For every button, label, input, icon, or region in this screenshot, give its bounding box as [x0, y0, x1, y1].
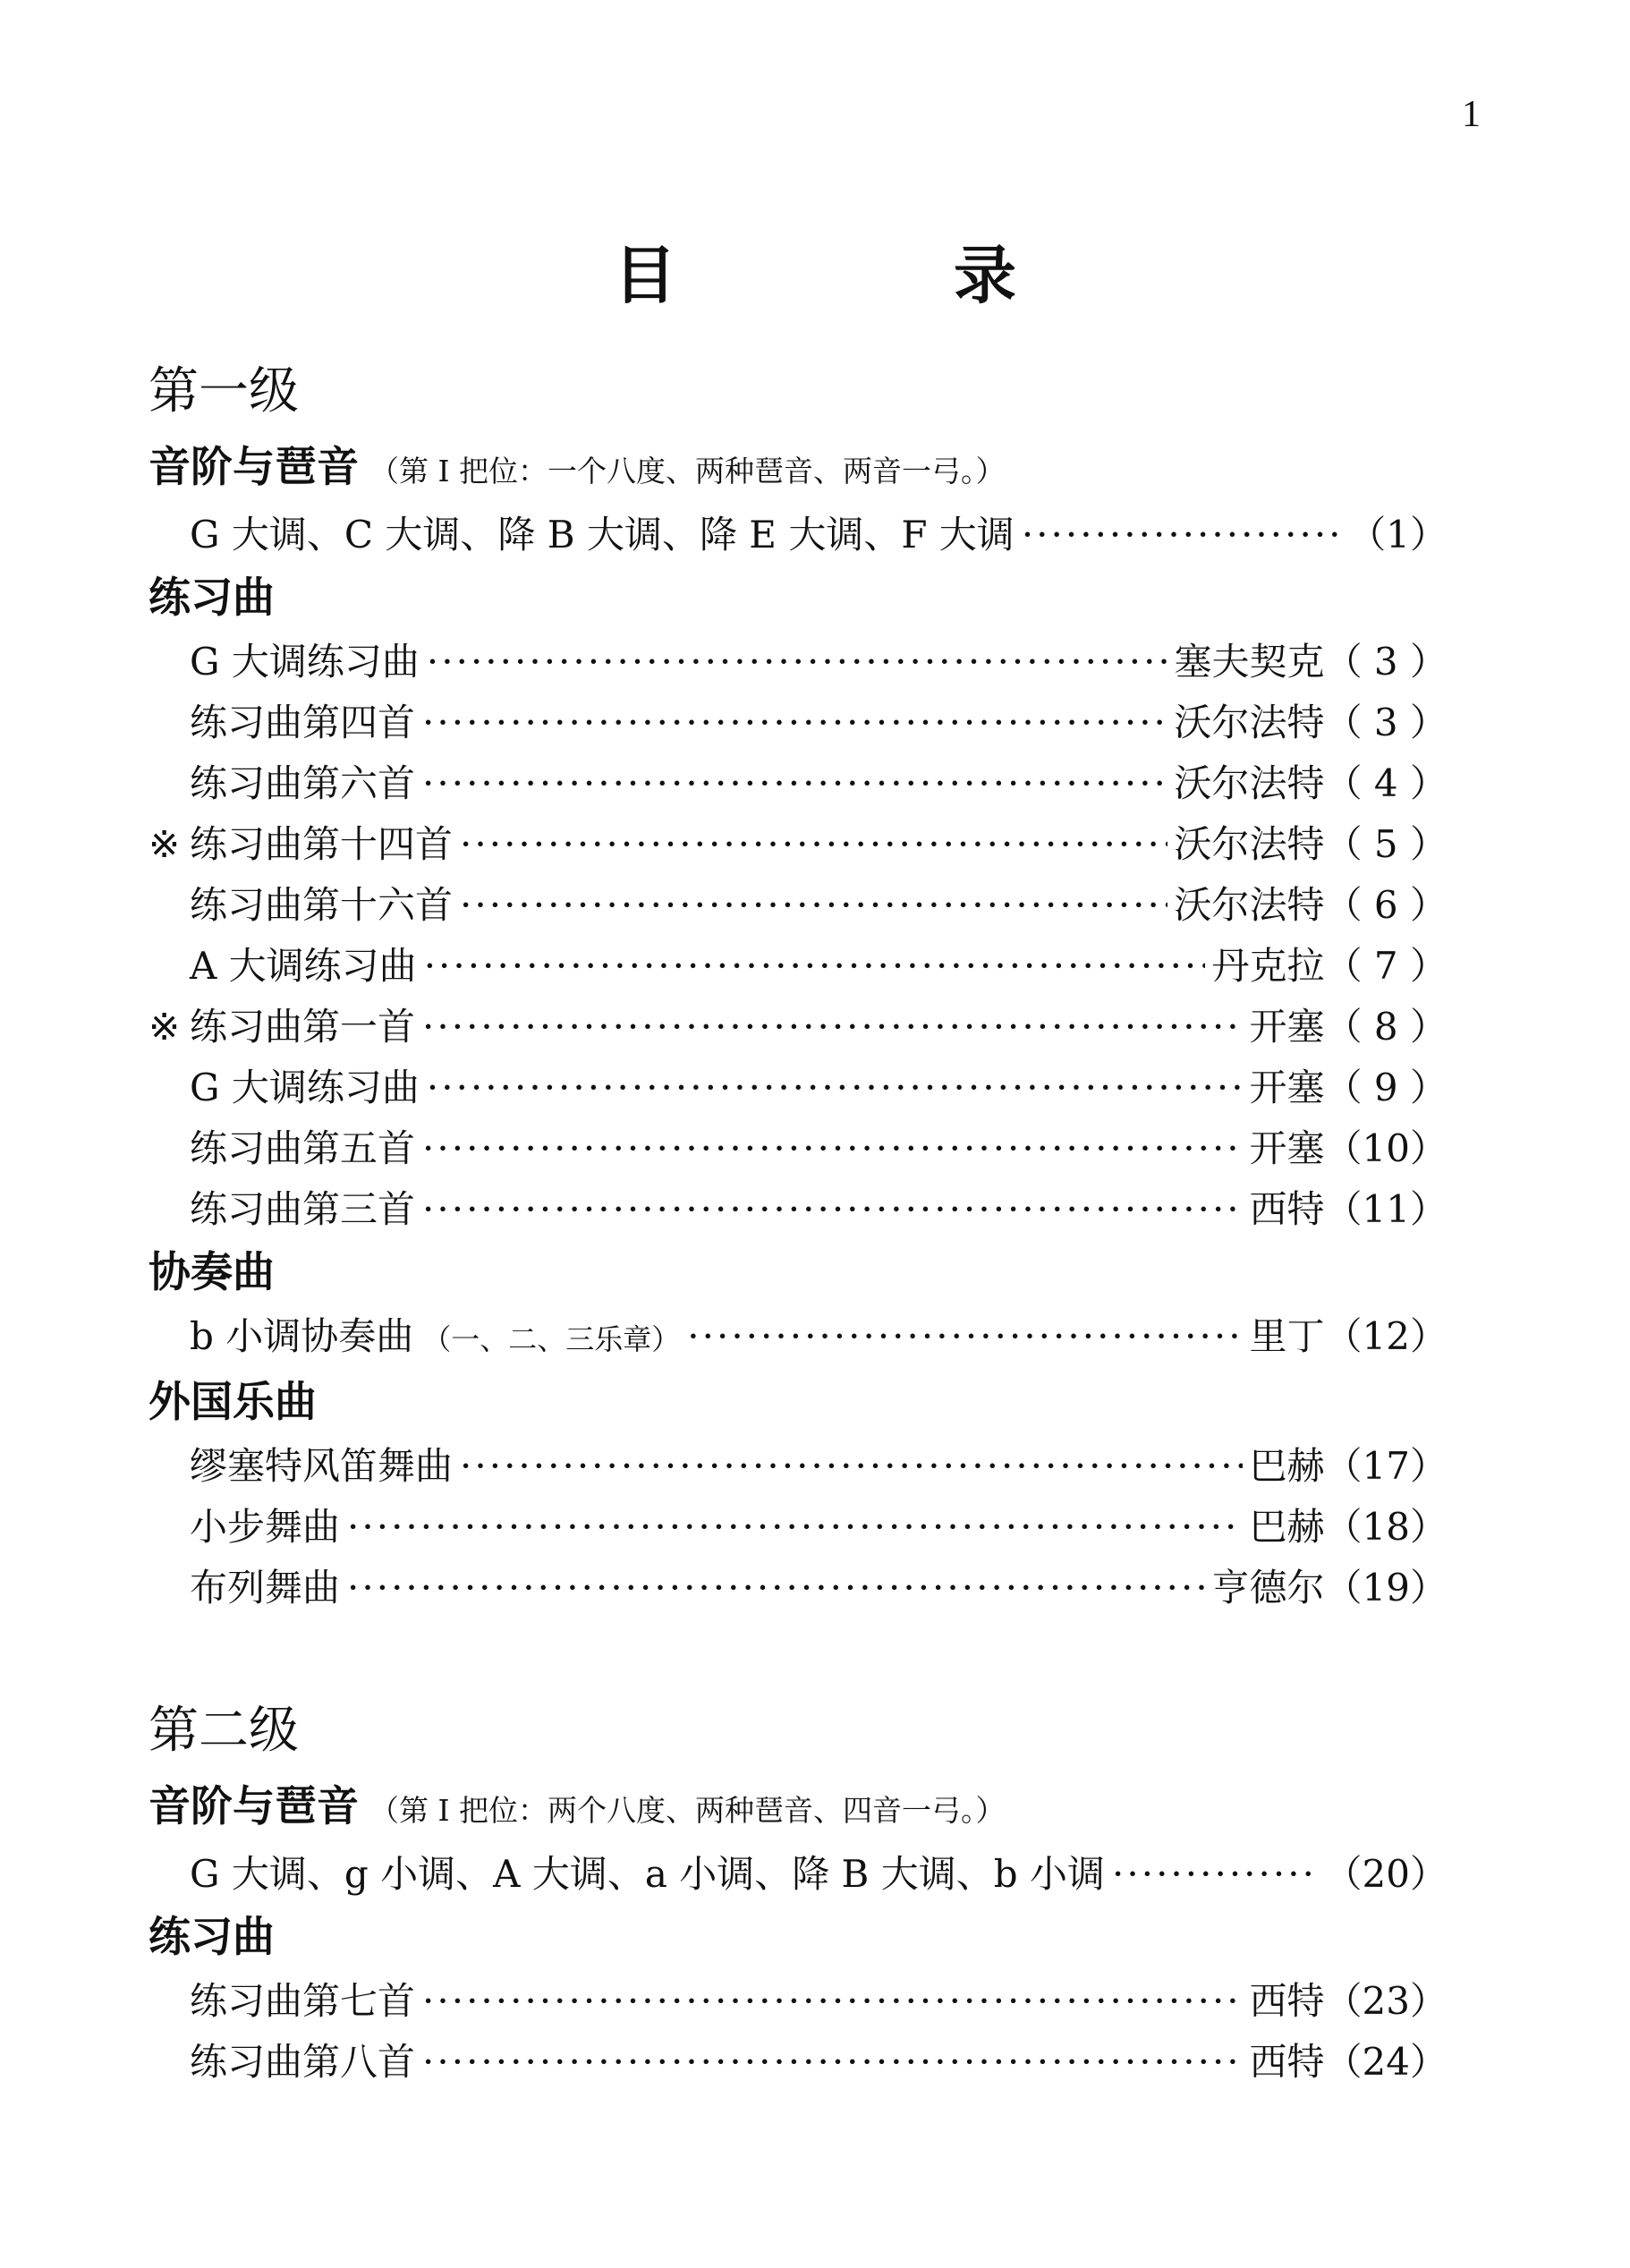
section-heading — [149, 1370, 1447, 1436]
toc-entry[interactable] — [149, 1497, 1447, 1558]
exam-mark: ※ — [149, 822, 181, 866]
entry-title: 布列舞曲 — [190, 1566, 341, 1610]
entry-title: 练习曲第六首 — [190, 761, 416, 805]
entry-composer: 沃尔法特 — [1174, 883, 1325, 927]
dot-leader — [422, 1118, 1243, 1179]
dot-leader — [687, 1306, 1242, 1367]
entry-composer: 沃尔法特 — [1174, 701, 1325, 744]
entry-page: （ 3 ） — [1324, 701, 1447, 744]
dot-leader — [422, 2032, 1243, 2093]
toc-entry[interactable] — [149, 2032, 1447, 2093]
toc-entry[interactable] — [149, 1306, 1447, 1370]
entry-title: 缪塞特风笛舞曲 — [190, 1444, 454, 1488]
entry-title: G 大调、C 大调、降 B 大调、降 E 大调、F 大调 — [190, 513, 1015, 556]
toc-entry[interactable] — [149, 1058, 1447, 1118]
toc-entry[interactable] — [149, 1436, 1447, 1497]
entry-composer: 开塞 — [1249, 1126, 1325, 1170]
dot-leader — [460, 814, 1167, 875]
entry-composer: 巴赫 — [1249, 1505, 1325, 1549]
entry-title: 练习曲第七首 — [190, 1979, 416, 2023]
section-note: （第 I 把位：两个八度、两种琶音、四音一弓。） — [369, 1793, 1006, 1828]
dot-leader — [1112, 1844, 1318, 1905]
entry-page: （ 7 ） — [1324, 944, 1447, 988]
entry-composer: 开塞 — [1249, 1005, 1325, 1049]
entry-page: （24） — [1324, 2040, 1447, 2084]
toc-entry[interactable] — [149, 505, 1447, 565]
section-title: 练习曲 — [149, 573, 275, 623]
entry-title: 练习曲第一首 — [190, 1005, 416, 1049]
section-title: 协奏曲 — [149, 1248, 275, 1297]
entry-page: （ 4 ） — [1324, 761, 1447, 805]
dot-leader — [427, 1058, 1243, 1118]
section-title: 音阶与琶音 — [149, 1782, 359, 1831]
section-heading — [149, 1905, 1447, 1971]
entry-title: 练习曲第八首 — [190, 2040, 416, 2084]
dot-leader — [347, 1497, 1243, 1558]
entry-page: （ 3 ） — [1324, 640, 1447, 684]
entry-title: G 大调练习曲 — [190, 640, 420, 684]
exam-mark: ※ — [149, 1005, 181, 1049]
entry-page: （ 6 ） — [1324, 883, 1447, 927]
dot-leader — [422, 692, 1167, 753]
entry-title: 练习曲第三首 — [190, 1187, 416, 1231]
dot-leader — [422, 1971, 1243, 2032]
section-heading — [149, 1240, 1447, 1306]
entry-page: （17） — [1324, 1444, 1447, 1488]
page-title: 目 录 — [614, 239, 1124, 312]
entry-composer: 亨德尔 — [1211, 1566, 1325, 1610]
entry-page: （20） — [1324, 1852, 1447, 1896]
entry-title: A 大调练习曲 — [190, 944, 417, 988]
entry-page: （ 8 ） — [1324, 1005, 1447, 1049]
dot-leader — [347, 1558, 1205, 1618]
dot-leader — [1022, 505, 1341, 565]
entry-composer: 沃尔法特 — [1174, 761, 1325, 805]
toc-entry[interactable] — [149, 692, 1447, 753]
toc-entry[interactable] — [149, 1844, 1447, 1905]
entry-page: （23） — [1324, 1979, 1447, 2023]
entry-composer: 西特 — [1249, 1187, 1325, 1231]
section-title: 练习曲 — [149, 1913, 275, 1962]
toc-entry[interactable] — [149, 936, 1447, 997]
entry-page: （ 9 ） — [1324, 1066, 1447, 1109]
entry-subtitle: （一、二、三乐章） — [422, 1322, 681, 1356]
dot-leader — [427, 632, 1167, 692]
toc-entry[interactable] — [149, 753, 1447, 814]
toc-entry[interactable] — [149, 632, 1447, 692]
entry-composer: 开塞 — [1249, 1066, 1325, 1109]
entry-composer: 塞夫契克 — [1174, 640, 1325, 684]
section-title: 外国乐曲 — [149, 1378, 317, 1427]
section-heading — [149, 1774, 1447, 1844]
toc-entry[interactable] — [149, 814, 1447, 875]
section-title: 音阶与琶音 — [149, 443, 359, 492]
toc-entry[interactable] — [149, 875, 1447, 936]
entry-title: 练习曲第十六首 — [190, 883, 454, 927]
section-heading — [149, 435, 1447, 505]
entry-title: 练习曲第五首 — [190, 1126, 416, 1170]
entry-page: （11） — [1324, 1187, 1447, 1231]
entry-title: G 大调练习曲 — [190, 1066, 420, 1109]
entry-title: G 大调、g 小调、A 大调、a 小调、降 B 大调、b 小调 — [190, 1852, 1106, 1896]
entry-composer: 沃尔法特 — [1174, 822, 1325, 866]
entry-page: （10） — [1324, 1126, 1447, 1170]
entry-composer: 西特 — [1249, 1979, 1325, 2023]
dot-leader — [424, 936, 1205, 997]
table-of-contents — [149, 349, 1447, 2093]
level-heading: 第一级 — [149, 362, 299, 420]
entry-title: 练习曲第四首 — [190, 701, 416, 744]
dot-leader — [460, 875, 1167, 936]
entry-composer: 西特 — [1249, 2040, 1325, 2084]
entry-composer: 巴赫 — [1249, 1444, 1325, 1488]
entry-page: （12） — [1324, 1314, 1447, 1358]
toc-entry[interactable] — [149, 1558, 1447, 1618]
entry-title: 练习曲第十四首 — [190, 822, 454, 866]
section-heading — [149, 565, 1447, 632]
dot-leader — [422, 753, 1167, 814]
entry-composer: 丹克拉 — [1211, 944, 1325, 988]
dot-leader — [422, 997, 1243, 1058]
entry-page: （18） — [1324, 1505, 1447, 1549]
section-note: （第 I 把位：一个八度、两种琶音、两音一弓。） — [369, 454, 1006, 488]
toc-entry[interactable] — [149, 1971, 1447, 2032]
dot-leader — [422, 1179, 1243, 1240]
entry-page: （1） — [1348, 513, 1447, 556]
level-heading: 第二级 — [149, 1702, 299, 1760]
toc-entry[interactable] — [149, 997, 1447, 1058]
entry-title: 小步舞曲 — [190, 1505, 341, 1549]
page-number: 1 — [1462, 94, 1481, 135]
toc-entry[interactable] — [149, 1179, 1447, 1240]
entry-page: （ 5 ） — [1324, 822, 1447, 866]
entry-composer: 里丁 — [1249, 1314, 1325, 1358]
toc-entry[interactable] — [149, 1118, 1447, 1179]
entry-page: （19） — [1324, 1566, 1447, 1610]
entry-title: b 小调协奏曲 — [190, 1314, 414, 1358]
dot-leader — [460, 1436, 1243, 1497]
